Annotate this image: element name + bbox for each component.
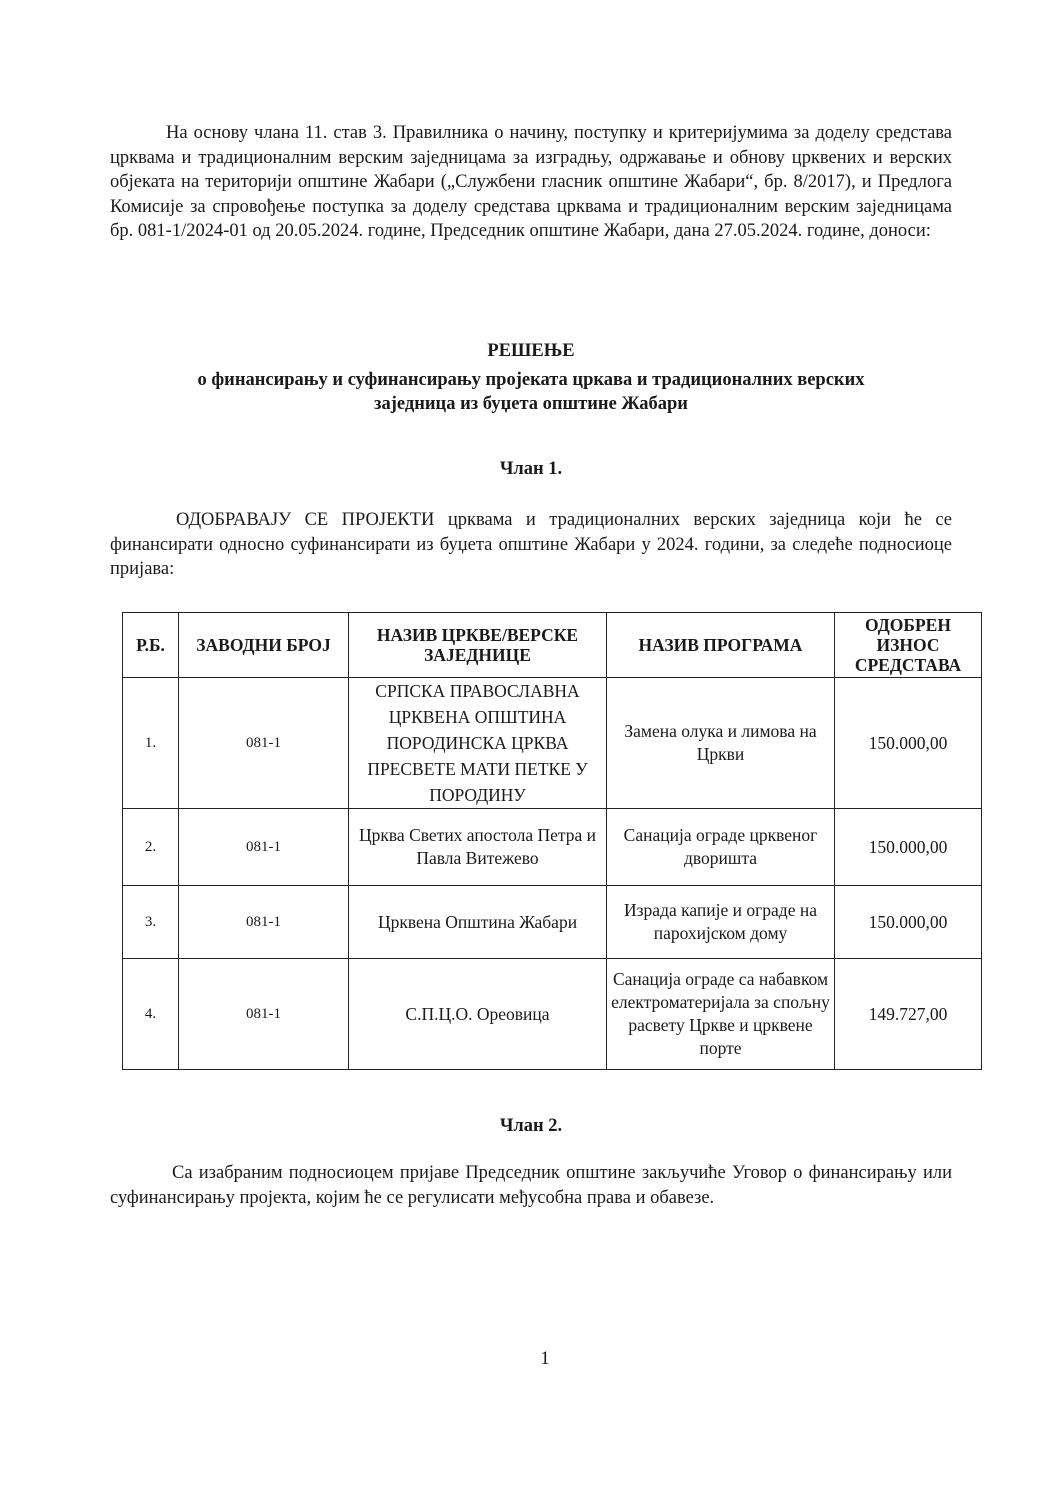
page-number: 1 [540, 1348, 550, 1369]
decision-subtitle [110, 368, 952, 416]
header-naziv-crkve: НАЗИВ ЦРКВЕ/ВЕРСКЕ ЗАЈЕДНИЦЕ [349, 613, 607, 678]
header-naziv-programa: НАЗИВ ПРОГРАМА [607, 613, 835, 678]
intro-paragraph: На основу члана 11. став 3. Правилника о начину, поступку и критеријумима за доделу средстава црквама и традиционалним верским заједницама за изградњу, одржавање и обнову црквених и верских објеката на територији општине Жабари („Службени гласник општине Жабари“, бр. 8/2017), и Предлога Комисије за спровођење поступка за доделу средстава црквама и традиционалним верским заједницама бр. 081-1/2024-01 од 20.05.2024. године, Председник општине Жабари, дана 27.05.2024. године, доноси: [110, 123, 952, 242]
cell-naziv-programa: Санација ограде црквеног дворишта [607, 809, 835, 886]
table-row [123, 959, 982, 1070]
decision-title: РЕШЕЊЕ [487, 341, 575, 361]
decision-subtitle-line-2: заједница из буџета општине Жабари [374, 394, 688, 414]
article-2-heading: Члан 2. [499, 1116, 563, 1136]
article-1-text: ОДОБРАВАЈУ СЕ ПРОЈЕКТИ црквама и традиционалних верских заједница који ће се финансирати односно суфинансирати из буџета општине Жабари у 2024. години, за следеће подносиоце пријава: [110, 510, 952, 580]
header-iznos: ОДОБРЕН ИЗНОС СРЕДСТАВА [835, 613, 982, 678]
cell-iznos: 150.000,00 [835, 809, 982, 886]
cell-naziv-crkve: С.П.Ц.О. Ореовица [349, 959, 607, 1070]
cell-iznos: 149.727,00 [835, 959, 982, 1070]
header-zavodni-broj: ЗАВОДНИ БРОЈ [179, 613, 349, 678]
cell-rb: 3. [123, 886, 179, 959]
article-2-text: Са изабраним подносиоцем пријаве Председник општине закључиће Уговор о финансирању или суфинансирању пројекта, којим ће се регулисати међусобна права и обавезе. [110, 1163, 952, 1208]
article-1-heading: Члан 1. [499, 459, 563, 479]
decision-subtitle-line-1: о финансирању и суфинансирању пројеката цркава и традиционалних верских [197, 370, 865, 390]
cell-zavodni-broj: 081-1 [179, 809, 349, 886]
cell-naziv-programa: Замена олука и лимова на Цркви [607, 678, 835, 809]
cell-rb: 1. [123, 678, 179, 809]
table-row [123, 678, 982, 809]
cell-naziv-crkve: Црква Светих апостола Петра и Павла Витежево [349, 809, 607, 886]
cell-iznos: 150.000,00 [835, 886, 982, 959]
cell-iznos: 150.000,00 [835, 678, 982, 809]
cell-naziv-programa: Санација ограде са набавком електроматеријала за спољну расвету Цркве и црквене порте [607, 959, 835, 1070]
cell-naziv-crkve: СРПСКА ПРАВОСЛАВНА ЦРКВЕНА ОПШТИНА ПОРОДИНСКА ЦРКВА ПРЕСВЕТЕ МАТИ ПЕТКЕ У ПОРОДИНУ [349, 678, 607, 809]
cell-rb: 2. [123, 809, 179, 886]
cell-naziv-crkve: Црквена Општина Жабари [349, 886, 607, 959]
table-header-row [123, 613, 982, 678]
table-row [123, 809, 982, 886]
cell-zavodni-broj: 081-1 [179, 959, 349, 1070]
cell-zavodni-broj: 081-1 [179, 678, 349, 809]
table-row [123, 886, 982, 959]
cell-zavodni-broj: 081-1 [179, 886, 349, 959]
grants-table [122, 612, 982, 1070]
cell-rb: 4. [123, 959, 179, 1070]
cell-naziv-programa: Израда капије и ограде на парохијском дому [607, 886, 835, 959]
header-rb: Р.Б. [123, 613, 179, 678]
